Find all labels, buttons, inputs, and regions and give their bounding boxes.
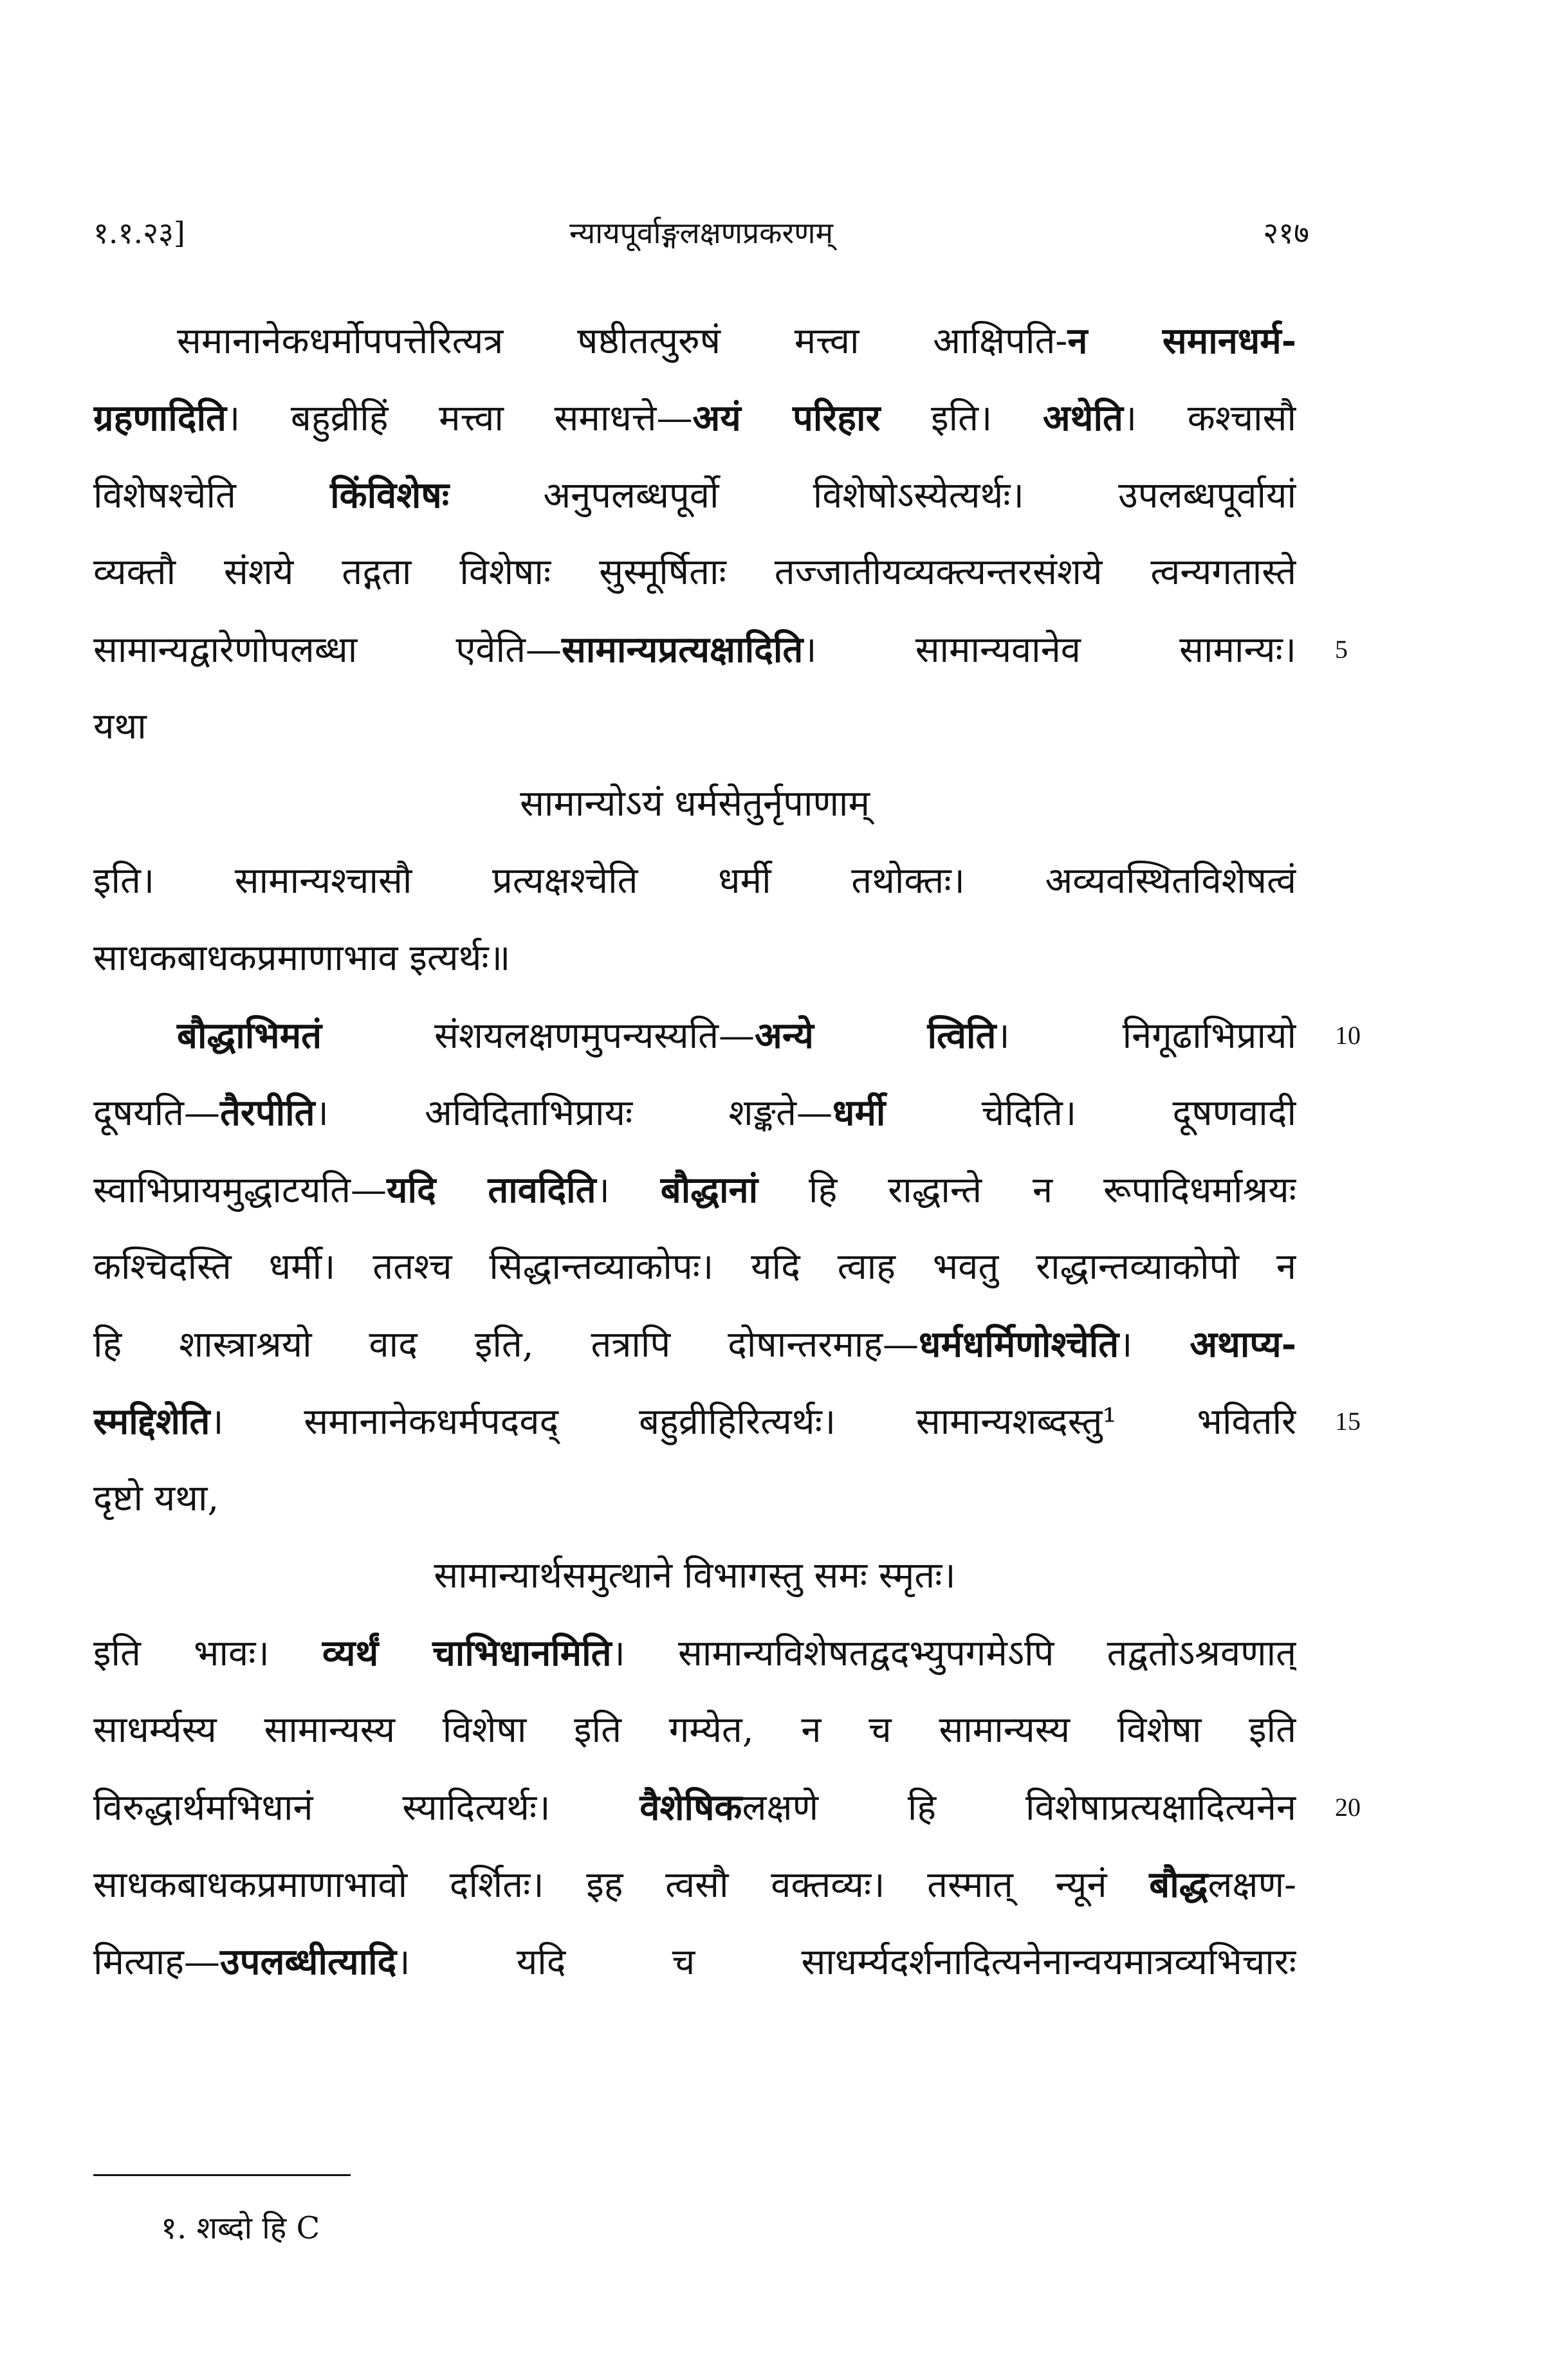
bold-text-segment: अयं परिहार (692, 397, 881, 439)
text-segment: । (596, 1169, 661, 1211)
bold-text-segment: अथेति (1042, 397, 1123, 439)
bold-text-segment: बौद्धाभिमतं (177, 1014, 322, 1057)
margin-line-number: 10 (1335, 1021, 1361, 1050)
text-segment: सामान्यद्वारेणोपलब्धा एवेति— (93, 629, 562, 671)
text-segment: संशयलक्षणमुपन्यस्यति— (322, 1015, 755, 1057)
text-line (93, 843, 1296, 920)
text-segment: व्यक्तौ संशये तद्गता विशेषाः सुस्मूर्षिताः तज्जातीयव्यक्त्यन्तरसंशये त्वन्यगतास्ते (93, 551, 1296, 593)
text-segment: । बहुव्रीहिं मत्त्वा समाधत्ते— (226, 398, 693, 439)
bold-text-segment: बौद्धानां (660, 1169, 758, 1211)
text-segment: । कश्चासौ (1123, 398, 1296, 439)
bold-text-segment: उपलब्धीत्यादि (219, 1941, 397, 1983)
bold-text-segment: न समानधर्म- (1067, 320, 1296, 362)
text-segment: इति भावः। (93, 1633, 322, 1674)
text-segment: । (1119, 1324, 1190, 1366)
text-segment: लक्षण- (1208, 1864, 1296, 1906)
text-line (93, 1692, 1296, 1769)
text-line (93, 1229, 1296, 1306)
text-line (93, 1383, 1296, 1460)
bold-text-segment: अन्ये त्विति (755, 1014, 997, 1057)
bold-text-segment: स्मद्दिशेति (93, 1400, 210, 1443)
text-line (93, 765, 1296, 843)
bold-text-segment: धर्मी (832, 1092, 886, 1134)
bold-text-segment: बौद्ध (1149, 1863, 1208, 1906)
chapter-title: न्यायपूर्वाङ्गलक्षणप्रकरणम् (569, 215, 834, 250)
text-segment: दृष्टो यथा, (93, 1478, 219, 1519)
text-segment: साधर्म्यस्य सामान्यस्य विशेषा इति गम्येत, न च सामान्यस्य विशेषा इति (93, 1709, 1296, 1751)
bold-text-segment: धर्मधर्मिणोश्चेति (919, 1323, 1119, 1366)
margin-line-number: 5 (1335, 635, 1348, 664)
text-segment: । अविदिताभिप्रायः शङ्कते— (315, 1092, 832, 1134)
footnote-rule (93, 2174, 351, 2176)
text-line (93, 997, 1296, 1074)
text-segment: चेदिति। दूषणवादी (885, 1092, 1296, 1134)
text-line (93, 457, 1296, 534)
text-line (93, 1151, 1296, 1229)
text-segment: विशेषश्चेति (93, 475, 331, 517)
text-line (93, 534, 1296, 611)
text-line (93, 688, 1296, 765)
text-segment: हि शास्त्राश्रयो वाद इति, तत्रापि दोषान्तरमाह— (93, 1324, 919, 1366)
bold-text-segment: यदि तावदिति (387, 1169, 596, 1211)
text-line (93, 1769, 1296, 1846)
text-segment: यथा (93, 706, 147, 747)
text-segment: इति। सामान्यश्चासौ प्रत्यक्षश्चेति धर्मी तथोक्तः। अव्यवस्थितविशेषत्वं (93, 860, 1296, 902)
text-line (93, 611, 1296, 688)
text-segment: साधकबाधकप्रमाणाभावो दर्शितः। इह त्वसौ वक्तव्यः। तस्मात् न्यूनं (93, 1864, 1150, 1906)
text-segment: कश्चिदस्ति धर्मी। ततश्च सिद्धान्तव्याकोपः। यदि त्वाह भवतु राद्धान्तव्याकोपो न (93, 1246, 1296, 1288)
text-segment: समानानेकधर्मोपपत्तेरित्यत्र षष्ठीतत्पुरुषं मत्त्वा आक्षिपति- (177, 320, 1068, 362)
text-line (93, 1074, 1296, 1151)
text-segment: । समानानेकधर्मपदवद् बहुव्रीहिरित्यर्थः। सामान्यशब्दस्तु¹ भवितरि (210, 1401, 1296, 1443)
text-segment: । यदि च साधर्म्यदर्शनादित्यनेनान्वयमात्रव्यभिचारः (396, 1941, 1296, 1983)
bold-text-segment: ग्रहणादिति (93, 397, 226, 439)
text-segment: हि राद्धान्ते न रूपादिधर्माश्रयः (758, 1169, 1296, 1211)
text-segment: । निगूढाभिप्रायो (996, 1015, 1296, 1057)
body-text (93, 302, 1296, 2000)
text-segment: । सामान्यविशेषतद्वदभ्युपगमेऽपि तद्वतोऽश्रवणात् (611, 1633, 1296, 1674)
bold-text-segment: व्यर्थं चाभिधानमिति (322, 1632, 612, 1674)
running-header (93, 212, 1309, 264)
text-line (93, 302, 1296, 380)
text-segment: विरुद्धार्थमभिधानं स्यादित्यर्थः। (93, 1787, 640, 1829)
text-segment: अनुपलब्धपूर्वो विशेषोऽस्येत्यर्थः। उपलब्धपूर्वायां (449, 475, 1296, 517)
text-segment: दूषयति— (93, 1092, 221, 1134)
footnote: १. शब्दो हि C (161, 2210, 320, 2246)
text-segment: इति। (880, 398, 1043, 439)
text-segment: सामान्योऽयं धर्मसेतुर्नृपाणाम् (520, 783, 870, 825)
text-segment: मित्याह— (93, 1941, 220, 1983)
text-line (93, 1923, 1296, 2000)
text-line (93, 380, 1296, 457)
bold-text-segment: सामान्यप्रत्यक्षादिति (562, 628, 804, 671)
margin-line-number: 20 (1335, 1793, 1361, 1822)
text-segment: स्वाभिप्रायमुद्धाटयति— (93, 1169, 387, 1211)
bold-text-segment: वैशेषिक (639, 1786, 742, 1829)
bold-text-segment: अथाप्य- (1190, 1323, 1296, 1366)
text-line (93, 1537, 1296, 1615)
bold-text-segment: किंविशेषः (330, 474, 450, 517)
text-line (93, 1846, 1296, 1923)
text-segment: । सामान्यवानेव सामान्यः। (803, 629, 1296, 671)
text-segment: साधकबाधकप्रमाणाभाव इत्यर्थः॥ (93, 937, 511, 979)
text-line (93, 1615, 1296, 1692)
text-line (93, 1306, 1296, 1383)
text-line (93, 920, 1296, 997)
bold-text-segment: तैरपीति (220, 1092, 315, 1134)
text-segment: सामान्यार्थसमुत्थाने विभागस्तु समः स्मृतः। (434, 1555, 956, 1597)
page-number: २१७ (1263, 215, 1309, 250)
margin-line-number: 15 (1335, 1407, 1361, 1436)
section-number: १.१.२३] (93, 215, 185, 250)
text-segment: लक्षणे हि विशेषाप्रत्यक्षादित्यनेन (742, 1787, 1296, 1829)
text-line (93, 1460, 1296, 1537)
